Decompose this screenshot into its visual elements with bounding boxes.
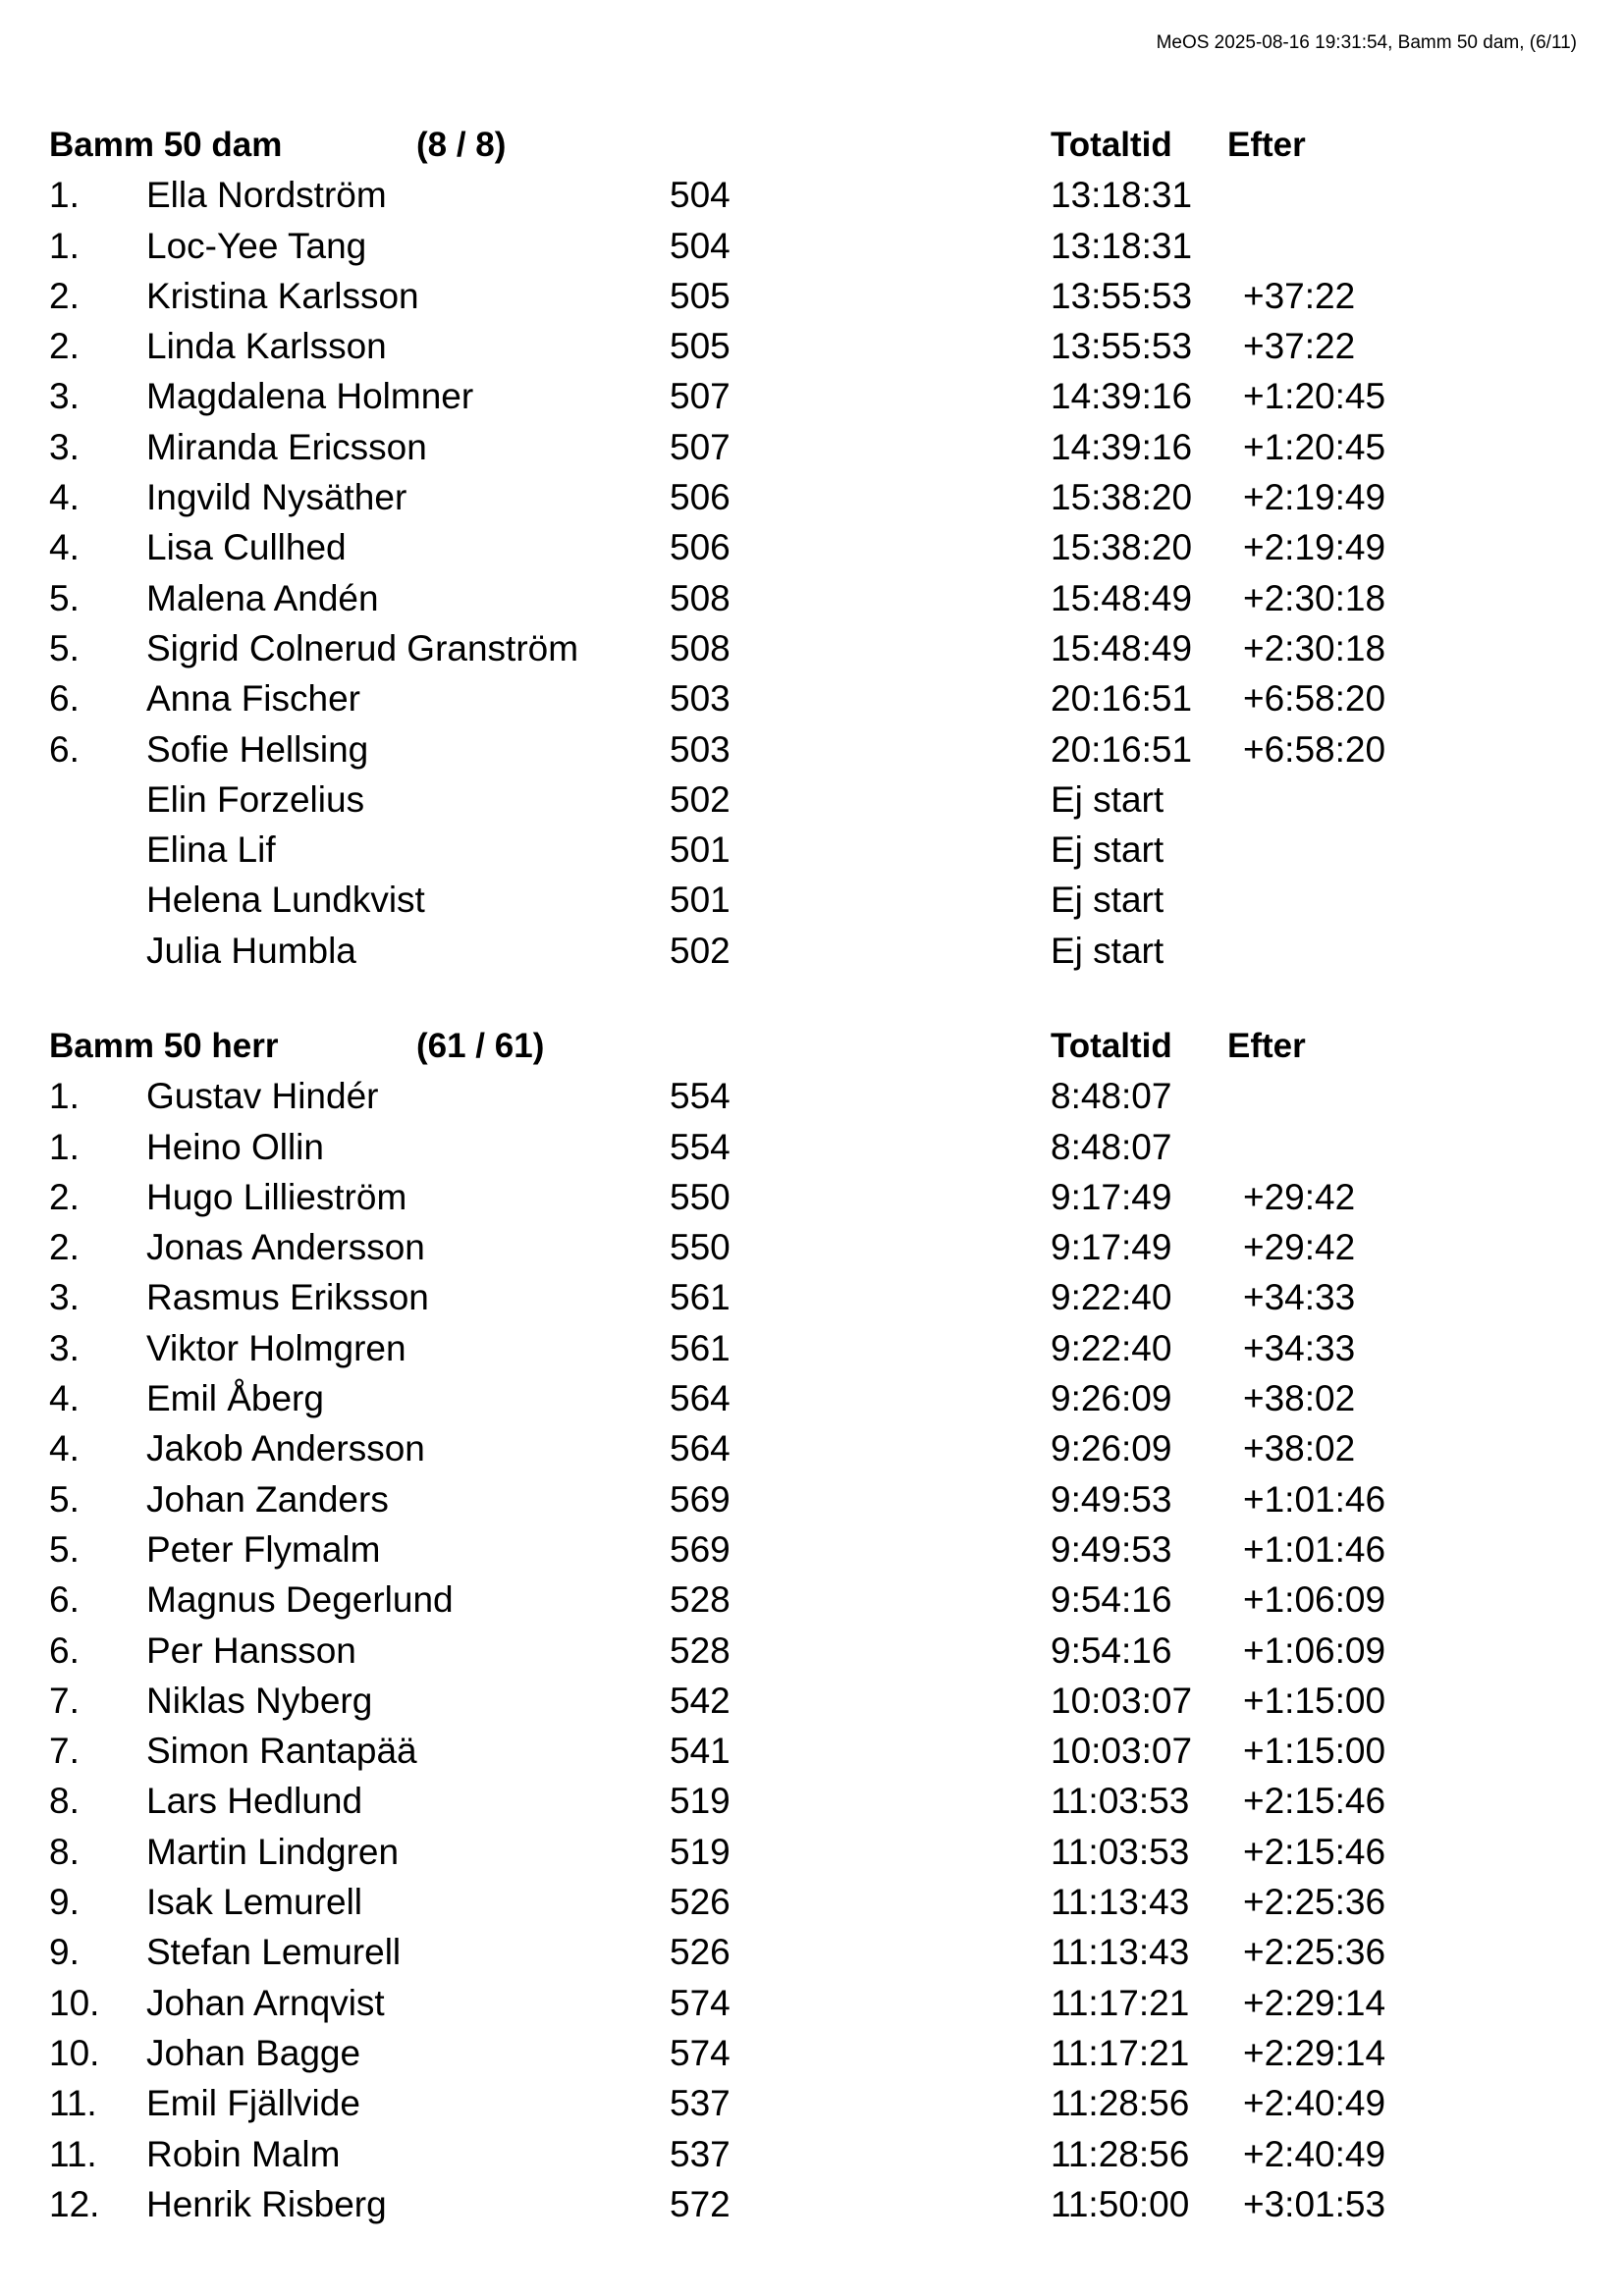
- result-row: [49, 1575, 1424, 1625]
- result-place: 9.: [49, 1932, 80, 1973]
- result-row: [49, 1474, 1424, 1524]
- result-place: 2.: [49, 1176, 80, 1217]
- time-behind: +2:30:18: [1243, 627, 1386, 668]
- time-behind: +2:15:46: [1243, 1831, 1386, 1872]
- class-header: [49, 1021, 1424, 1071]
- result-place: 6.: [49, 1629, 80, 1671]
- bib-number: 526: [670, 1932, 731, 1973]
- time-behind: +2:40:49: [1243, 2133, 1386, 2174]
- result-row: [49, 1776, 1424, 1826]
- bib-number: 561: [670, 1277, 731, 1318]
- runner-name: Kristina Karlsson: [146, 275, 419, 316]
- column-header-efter: Efter: [1227, 126, 1306, 164]
- result-place: 4.: [49, 1428, 80, 1469]
- total-time: 14:39:16: [1051, 376, 1193, 417]
- result-place: 4.: [49, 1378, 80, 1419]
- time-behind: +1:01:46: [1243, 1478, 1386, 1520]
- runner-name: Linda Karlsson: [146, 326, 387, 367]
- runner-name: Ingvild Nysäther: [146, 477, 407, 518]
- total-time: 13:55:53: [1051, 275, 1193, 316]
- total-time: 15:48:49: [1051, 627, 1193, 668]
- result-row: [49, 170, 1424, 220]
- time-behind: +1:01:46: [1243, 1528, 1386, 1570]
- result-place: 7.: [49, 1731, 80, 1772]
- total-time: 11:13:43: [1051, 1882, 1190, 1923]
- result-place: 11.: [49, 2133, 97, 2174]
- result-place: 10.: [49, 1982, 100, 2023]
- result-place: 2.: [49, 1227, 80, 1268]
- time-behind: +38:02: [1243, 1378, 1356, 1419]
- total-time: 13:18:31: [1051, 175, 1193, 216]
- result-row: [49, 371, 1424, 421]
- result-place: 7.: [49, 1680, 80, 1721]
- result-place: 6.: [49, 1579, 80, 1621]
- bib-number: 564: [670, 1428, 731, 1469]
- total-time: Ej start: [1051, 829, 1164, 871]
- total-time: 20:16:51: [1051, 678, 1193, 720]
- class-section-bamm-50-herr: [49, 1021, 1424, 2229]
- result-row: [49, 926, 1424, 976]
- result-place: 3.: [49, 1277, 80, 1318]
- total-time: 9:22:40: [1051, 1277, 1172, 1318]
- result-place: 10.: [49, 2032, 100, 2073]
- result-row: [49, 573, 1424, 623]
- column-header-efter: Efter: [1227, 1027, 1306, 1065]
- total-time: 9:54:16: [1051, 1629, 1172, 1671]
- result-row: [49, 1927, 1424, 1977]
- class-header: [49, 120, 1424, 170]
- runner-name: Magnus Degerlund: [146, 1579, 454, 1621]
- result-row: [49, 221, 1424, 271]
- bib-number: 564: [670, 1378, 731, 1419]
- total-time: 11:03:53: [1051, 1831, 1190, 1872]
- bib-number: 508: [670, 577, 731, 618]
- total-time: 15:38:20: [1051, 527, 1193, 568]
- result-place: 11.: [49, 2083, 97, 2124]
- total-time: 9:26:09: [1051, 1428, 1172, 1469]
- total-time: 9:26:09: [1051, 1378, 1172, 1419]
- total-time: 9:22:40: [1051, 1327, 1172, 1368]
- runner-name: Niklas Nyberg: [146, 1680, 373, 1721]
- result-row: [49, 825, 1424, 875]
- total-time: 11:17:21: [1051, 1982, 1190, 2023]
- result-row: [49, 1676, 1424, 1726]
- total-time: 9:17:49: [1051, 1227, 1172, 1268]
- result-row: [49, 1877, 1424, 1927]
- result-row: [49, 1222, 1424, 1272]
- runner-name: Ella Nordström: [146, 175, 387, 216]
- total-time: 11:13:43: [1051, 1932, 1190, 1973]
- result-row: [49, 1323, 1424, 1373]
- bib-number: 506: [670, 477, 731, 518]
- bib-number: 542: [670, 1680, 731, 1721]
- runner-name: Emil Fjällvide: [146, 2083, 360, 2124]
- bib-number: 507: [670, 376, 731, 417]
- runner-name: Jakob Andersson: [146, 1428, 425, 1469]
- total-time: 9:17:49: [1051, 1176, 1172, 1217]
- result-row: [49, 1172, 1424, 1222]
- bib-number: 537: [670, 2133, 731, 2174]
- time-behind: +2:19:49: [1243, 527, 1386, 568]
- result-row: [49, 422, 1424, 472]
- class-section-bamm-50-dam: [49, 120, 1424, 976]
- bib-number: 503: [670, 678, 731, 720]
- result-place: 3.: [49, 376, 80, 417]
- time-behind: +1:20:45: [1243, 426, 1386, 467]
- result-row: [49, 2028, 1424, 2078]
- time-behind: +2:19:49: [1243, 477, 1386, 518]
- runner-name: Stefan Lemurell: [146, 1932, 402, 1973]
- bib-number: 519: [670, 1831, 731, 1872]
- result-place: 2.: [49, 326, 80, 367]
- runner-name: Loc-Yee Tang: [146, 225, 367, 266]
- bib-number: 506: [670, 527, 731, 568]
- bib-number: 504: [670, 225, 731, 266]
- result-place: 2.: [49, 275, 80, 316]
- runner-name: Rasmus Eriksson: [146, 1277, 429, 1318]
- runner-name: Heino Ollin: [146, 1126, 324, 1167]
- bib-number: 574: [670, 1982, 731, 2023]
- result-place: 9.: [49, 1882, 80, 1923]
- result-row: [49, 2129, 1424, 2179]
- result-place: 1.: [49, 1076, 80, 1117]
- bib-number: 561: [670, 1327, 731, 1368]
- column-header-totaltid: Totaltid: [1051, 126, 1172, 164]
- bib-number: 569: [670, 1478, 731, 1520]
- bib-number: 528: [670, 1579, 731, 1621]
- total-time: 20:16:51: [1051, 728, 1193, 770]
- time-behind: +1:20:45: [1243, 376, 1386, 417]
- result-row: [49, 321, 1424, 371]
- bib-number: 550: [670, 1227, 731, 1268]
- result-place: 5.: [49, 1478, 80, 1520]
- result-place: 6.: [49, 678, 80, 720]
- time-behind: +1:06:09: [1243, 1629, 1386, 1671]
- bib-number: 502: [670, 930, 731, 971]
- result-place: 1.: [49, 175, 80, 216]
- total-time: 10:03:07: [1051, 1731, 1193, 1772]
- total-time: 8:48:07: [1051, 1076, 1172, 1117]
- runner-name: Isak Lemurell: [146, 1882, 363, 1923]
- time-behind: +6:58:20: [1243, 728, 1386, 770]
- time-behind: +34:33: [1243, 1327, 1356, 1368]
- total-time: Ej start: [1051, 880, 1164, 921]
- runner-name: Emil Åberg: [146, 1378, 324, 1419]
- page-header: MeOS 2025-08-16 19:31:54, Bamm 50 dam, (6/11): [1156, 32, 1577, 53]
- class-count: (8 / 8): [416, 126, 507, 164]
- time-behind: +2:29:14: [1243, 2032, 1386, 2073]
- time-behind: +37:22: [1243, 275, 1356, 316]
- result-row: [49, 2078, 1424, 2128]
- bib-number: 572: [670, 2183, 731, 2224]
- time-behind: +1:15:00: [1243, 1731, 1386, 1772]
- runner-name: Magdalena Holmner: [146, 376, 474, 417]
- runner-name: Elina Lif: [146, 829, 276, 871]
- time-behind: +29:42: [1243, 1227, 1356, 1268]
- result-place: 4.: [49, 477, 80, 518]
- bib-number: 526: [670, 1882, 731, 1923]
- bib-number: 505: [670, 275, 731, 316]
- result-list: [49, 170, 1424, 976]
- result-place: 5.: [49, 577, 80, 618]
- runner-name: Julia Humbla: [146, 930, 356, 971]
- runner-name: Sigrid Colnerud Granström: [146, 627, 579, 668]
- result-row: [49, 774, 1424, 825]
- result-place: 5.: [49, 627, 80, 668]
- runner-name: Per Hansson: [146, 1629, 356, 1671]
- result-row: [49, 1827, 1424, 1877]
- runner-name: Gustav Hindér: [146, 1076, 379, 1117]
- result-row: [49, 1726, 1424, 1776]
- bib-number: 569: [670, 1528, 731, 1570]
- bib-number: 519: [670, 1781, 731, 1822]
- total-time: 11:50:00: [1051, 2183, 1190, 2224]
- total-time: Ej start: [1051, 778, 1164, 820]
- total-time: 11:28:56: [1051, 2133, 1190, 2174]
- bib-number: 528: [670, 1629, 731, 1671]
- runner-name: Simon Rantapää: [146, 1731, 417, 1772]
- bib-number: 537: [670, 2083, 731, 2124]
- time-behind: +3:01:53: [1243, 2183, 1386, 2224]
- total-time: 10:03:07: [1051, 1680, 1193, 1721]
- time-behind: +29:42: [1243, 1176, 1356, 1217]
- time-behind: +2:29:14: [1243, 1982, 1386, 2023]
- result-place: 5.: [49, 1528, 80, 1570]
- runner-name: Viktor Holmgren: [146, 1327, 406, 1368]
- result-place: 4.: [49, 527, 80, 568]
- result-place: 8.: [49, 1781, 80, 1822]
- total-time: 9:54:16: [1051, 1579, 1172, 1621]
- total-time: 15:38:20: [1051, 477, 1193, 518]
- runner-name: Lisa Cullhed: [146, 527, 347, 568]
- result-place: 3.: [49, 1327, 80, 1368]
- time-behind: +37:22: [1243, 326, 1356, 367]
- time-behind: +38:02: [1243, 1428, 1356, 1469]
- result-row: [49, 1423, 1424, 1473]
- runner-name: Hugo Lillieström: [146, 1176, 407, 1217]
- total-time: 15:48:49: [1051, 577, 1193, 618]
- result-place: 12.: [49, 2183, 100, 2224]
- bib-number: 541: [670, 1731, 731, 1772]
- bib-number: 501: [670, 880, 731, 921]
- result-row: [49, 724, 1424, 774]
- runner-name: Helena Lundkvist: [146, 880, 425, 921]
- result-row: [49, 472, 1424, 522]
- result-row: [49, 875, 1424, 925]
- bib-number: 503: [670, 728, 731, 770]
- runner-name: Malena Andén: [146, 577, 379, 618]
- total-time: 11:28:56: [1051, 2083, 1190, 2124]
- time-behind: +2:25:36: [1243, 1882, 1386, 1923]
- total-time: 11:03:53: [1051, 1781, 1190, 1822]
- bib-number: 507: [670, 426, 731, 467]
- result-place: 1.: [49, 1126, 80, 1167]
- total-time: 8:48:07: [1051, 1126, 1172, 1167]
- bib-number: 554: [670, 1076, 731, 1117]
- total-time: 13:18:31: [1051, 225, 1193, 266]
- result-row: [49, 1272, 1424, 1322]
- runner-name: Johan Arnqvist: [146, 1982, 385, 2023]
- result-row: [49, 1373, 1424, 1423]
- result-row: [49, 1071, 1424, 1121]
- result-row: [49, 623, 1424, 673]
- time-behind: +1:06:09: [1243, 1579, 1386, 1621]
- time-behind: +2:25:36: [1243, 1932, 1386, 1973]
- class-count: (61 / 61): [416, 1027, 545, 1065]
- runner-name: Elin Forzelius: [146, 778, 365, 820]
- class-name: Bamm 50 dam: [49, 126, 283, 164]
- bib-number: 504: [670, 175, 731, 216]
- bib-number: 505: [670, 326, 731, 367]
- runner-name: Johan Bagge: [146, 2032, 361, 2073]
- total-time: 13:55:53: [1051, 326, 1193, 367]
- total-time: 11:17:21: [1051, 2032, 1190, 2073]
- time-behind: +2:30:18: [1243, 577, 1386, 618]
- bib-number: 502: [670, 778, 731, 820]
- result-row: [49, 1626, 1424, 1676]
- time-behind: +2:40:49: [1243, 2083, 1386, 2124]
- result-place: 8.: [49, 1831, 80, 1872]
- runner-name: Jonas Andersson: [146, 1227, 425, 1268]
- runner-name: Anna Fischer: [146, 678, 360, 720]
- result-list: [49, 1071, 1424, 2229]
- bib-number: 550: [670, 1176, 731, 1217]
- result-row: [49, 271, 1424, 321]
- total-time: Ej start: [1051, 930, 1164, 971]
- result-place: 6.: [49, 728, 80, 770]
- result-row: [49, 1524, 1424, 1575]
- bib-number: 554: [670, 1126, 731, 1167]
- runner-name: Henrik Risberg: [146, 2183, 387, 2224]
- result-row: [49, 673, 1424, 723]
- result-place: 3.: [49, 426, 80, 467]
- time-behind: +2:15:46: [1243, 1781, 1386, 1822]
- column-header-totaltid: Totaltid: [1051, 1027, 1172, 1065]
- runner-name: Sofie Hellsing: [146, 728, 369, 770]
- runner-name: Miranda Ericsson: [146, 426, 427, 467]
- total-time: 9:49:53: [1051, 1478, 1172, 1520]
- runner-name: Lars Hedlund: [146, 1781, 363, 1822]
- class-name: Bamm 50 herr: [49, 1027, 279, 1065]
- bib-number: 574: [670, 2032, 731, 2073]
- runner-name: Peter Flymalm: [146, 1528, 381, 1570]
- runner-name: Robin Malm: [146, 2133, 341, 2174]
- runner-name: Martin Lindgren: [146, 1831, 400, 1872]
- result-row: [49, 2179, 1424, 2229]
- total-time: 9:49:53: [1051, 1528, 1172, 1570]
- time-behind: +34:33: [1243, 1277, 1356, 1318]
- result-row: [49, 1122, 1424, 1172]
- bib-number: 508: [670, 627, 731, 668]
- result-place: 1.: [49, 225, 80, 266]
- result-row: [49, 1978, 1424, 2028]
- bib-number: 501: [670, 829, 731, 871]
- time-behind: +6:58:20: [1243, 678, 1386, 720]
- total-time: 14:39:16: [1051, 426, 1193, 467]
- time-behind: +1:15:00: [1243, 1680, 1386, 1721]
- result-row: [49, 522, 1424, 572]
- runner-name: Johan Zanders: [146, 1478, 389, 1520]
